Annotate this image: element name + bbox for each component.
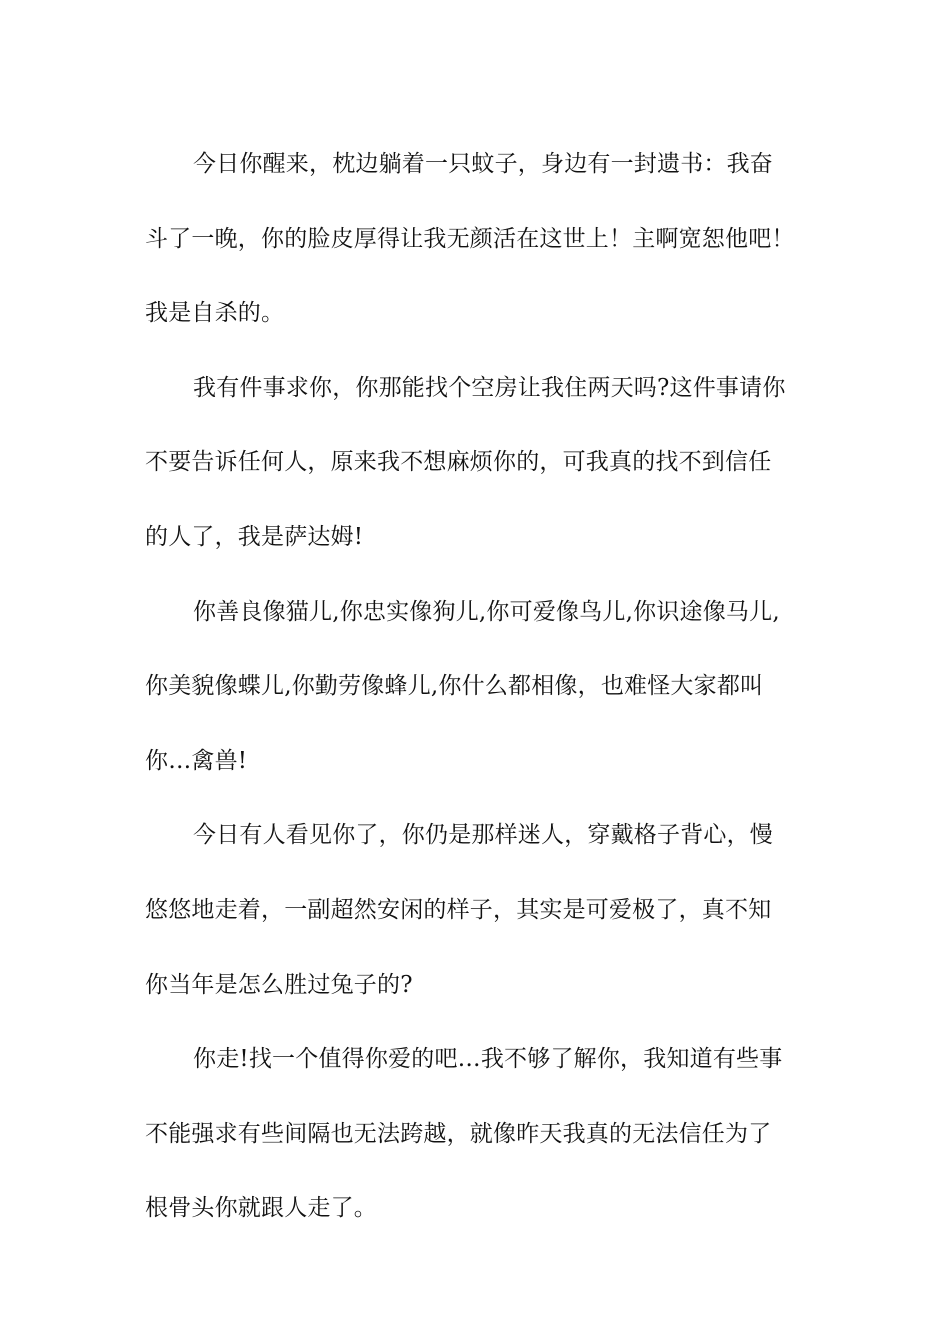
document-body: [145, 127, 810, 1246]
paragraph-line: 你当年是怎么胜过兔子的?: [145, 971, 413, 998]
paragraph-line: 你美貌像蝶儿,你勤劳像蜂儿,你什么都相像，也难怪大家都叫: [145, 673, 764, 700]
paragraph-line: 根骨头你就跟人走了。: [145, 1195, 377, 1222]
paragraph-line: 悠悠地走着，一副超然安闲的样子，其实是可爱极了，真不知: [145, 896, 772, 923]
paragraph-line: 你走!找一个值得你爱的吧…我不够了解你，我知道有些事: [193, 1046, 783, 1073]
paragraph-line: 斗了一晚，你的脸皮厚得让我无颜活在这世上！主啊宽恕他吧！: [145, 225, 795, 252]
paragraph-3: [145, 575, 810, 799]
paragraph-line: 你善良像猫儿,你忠实像狗儿,你可爱像鸟儿,你识途像马儿,: [193, 598, 780, 625]
paragraph-line: 的人了，我是萨达姆!: [145, 523, 364, 550]
paragraph-4: [145, 798, 810, 1022]
paragraph-line: 今日你醒来，枕边躺着一只蚊子，身边有一封遗书：我奋: [193, 151, 773, 177]
paragraph-line: 你…禽兽!: [145, 747, 248, 774]
paragraph-1: [145, 127, 810, 351]
paragraph-line: 我有件事求你，你那能找个空房让我住两天吗?这件事请你: [193, 374, 786, 401]
paragraph-line: 今日有人看见你了，你仍是那样迷人，穿戴格子背心，慢: [193, 822, 773, 849]
paragraph-line: 不能强求有些间隔也无法跨越，就像昨天我真的无法信任为了: [145, 1120, 772, 1147]
paragraph-line: 不要告诉任何人，原来我不想麻烦你的，可我真的找不到信任: [145, 449, 772, 476]
paragraph-line: 我是自杀的。: [145, 300, 285, 327]
paragraph-5: [145, 1022, 810, 1246]
paragraph-2: [145, 351, 810, 575]
